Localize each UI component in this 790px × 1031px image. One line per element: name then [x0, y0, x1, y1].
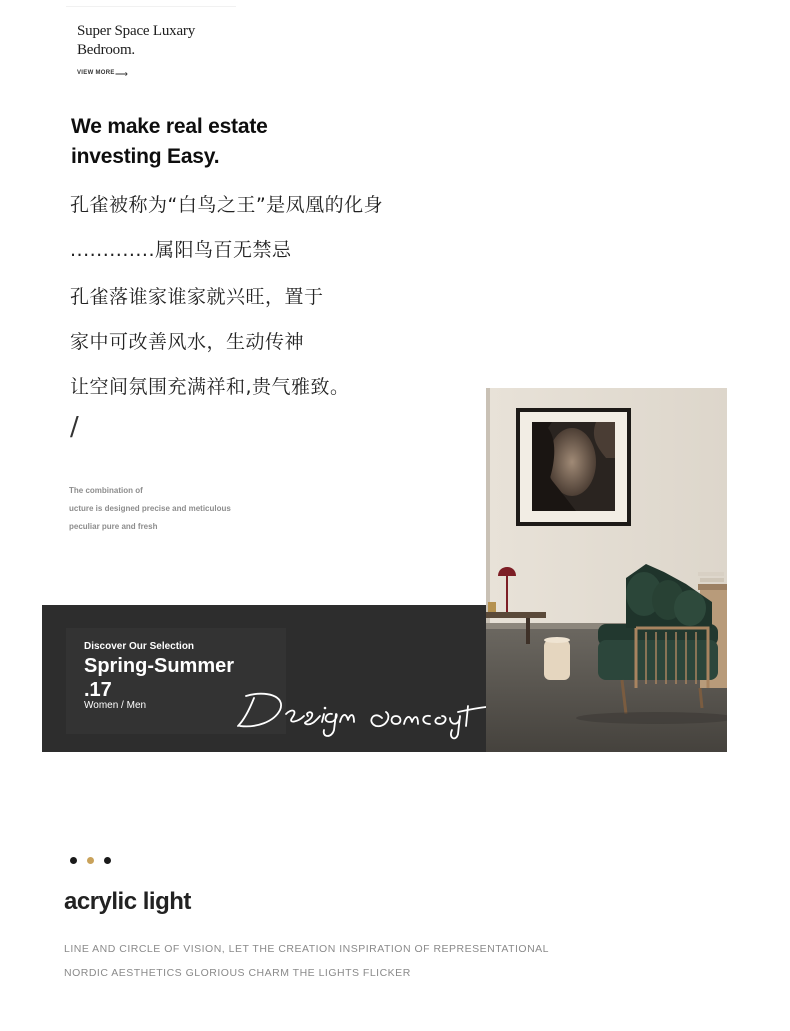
- design-concept-script: [236, 686, 526, 744]
- season-name: Spring-Summer: [84, 655, 235, 677]
- season-title: [84, 654, 234, 702]
- poem-line-3: 孔雀落谁家谁家就兴旺，置于: [70, 286, 324, 308]
- small-text-2: ucture is designed precise and meticulous: [69, 504, 231, 513]
- arrow-right-icon[interactable]: ⟶: [115, 69, 128, 79]
- poem-line-4: 家中可改善风水，生动传神: [70, 331, 305, 353]
- view-more-link[interactable]: VIEW MORE: [77, 70, 115, 76]
- poem-line-1: 孔雀被称为“白鸟之王”是凤凰的化身: [70, 194, 384, 216]
- card-title-line2: Bedroom.: [77, 42, 135, 58]
- dot-indicator-2[interactable]: [87, 857, 94, 864]
- card-title: [77, 22, 195, 60]
- card-title-line1: Super Space Luxary: [77, 23, 196, 39]
- discover-label: Discover Our Selection: [84, 641, 195, 652]
- small-text-3: peculiar pure and fresh: [69, 522, 158, 531]
- section-title: acrylic light: [64, 888, 191, 915]
- poem-line-5: 让空间氛围充满祥和,贵气雅致。: [70, 376, 350, 398]
- season-year: .17: [84, 679, 112, 701]
- living-room-photo: [486, 388, 727, 752]
- headline: [71, 112, 268, 172]
- dot-indicator-1[interactable]: [70, 857, 77, 864]
- dot-indicator-3[interactable]: [104, 857, 111, 864]
- headline-line2: investing Easy.: [71, 145, 220, 168]
- small-text-1: The combination of: [69, 486, 143, 495]
- audience-label: Women / Men: [84, 700, 147, 711]
- section-line-1: LINE AND CIRCLE OF VISION, LET THE CREATION INSPIRATION OF REPRESENTATIONAL: [64, 943, 549, 955]
- headline-line1: We make real estate: [71, 115, 268, 138]
- section-line-2: NORDIC AESTHETICS GLORIOUS CHARM THE LIGHTS FLICKER: [64, 967, 411, 979]
- slash-divider: /: [70, 412, 79, 442]
- poem-line-2: .............属阳鸟百无禁忌: [70, 239, 292, 261]
